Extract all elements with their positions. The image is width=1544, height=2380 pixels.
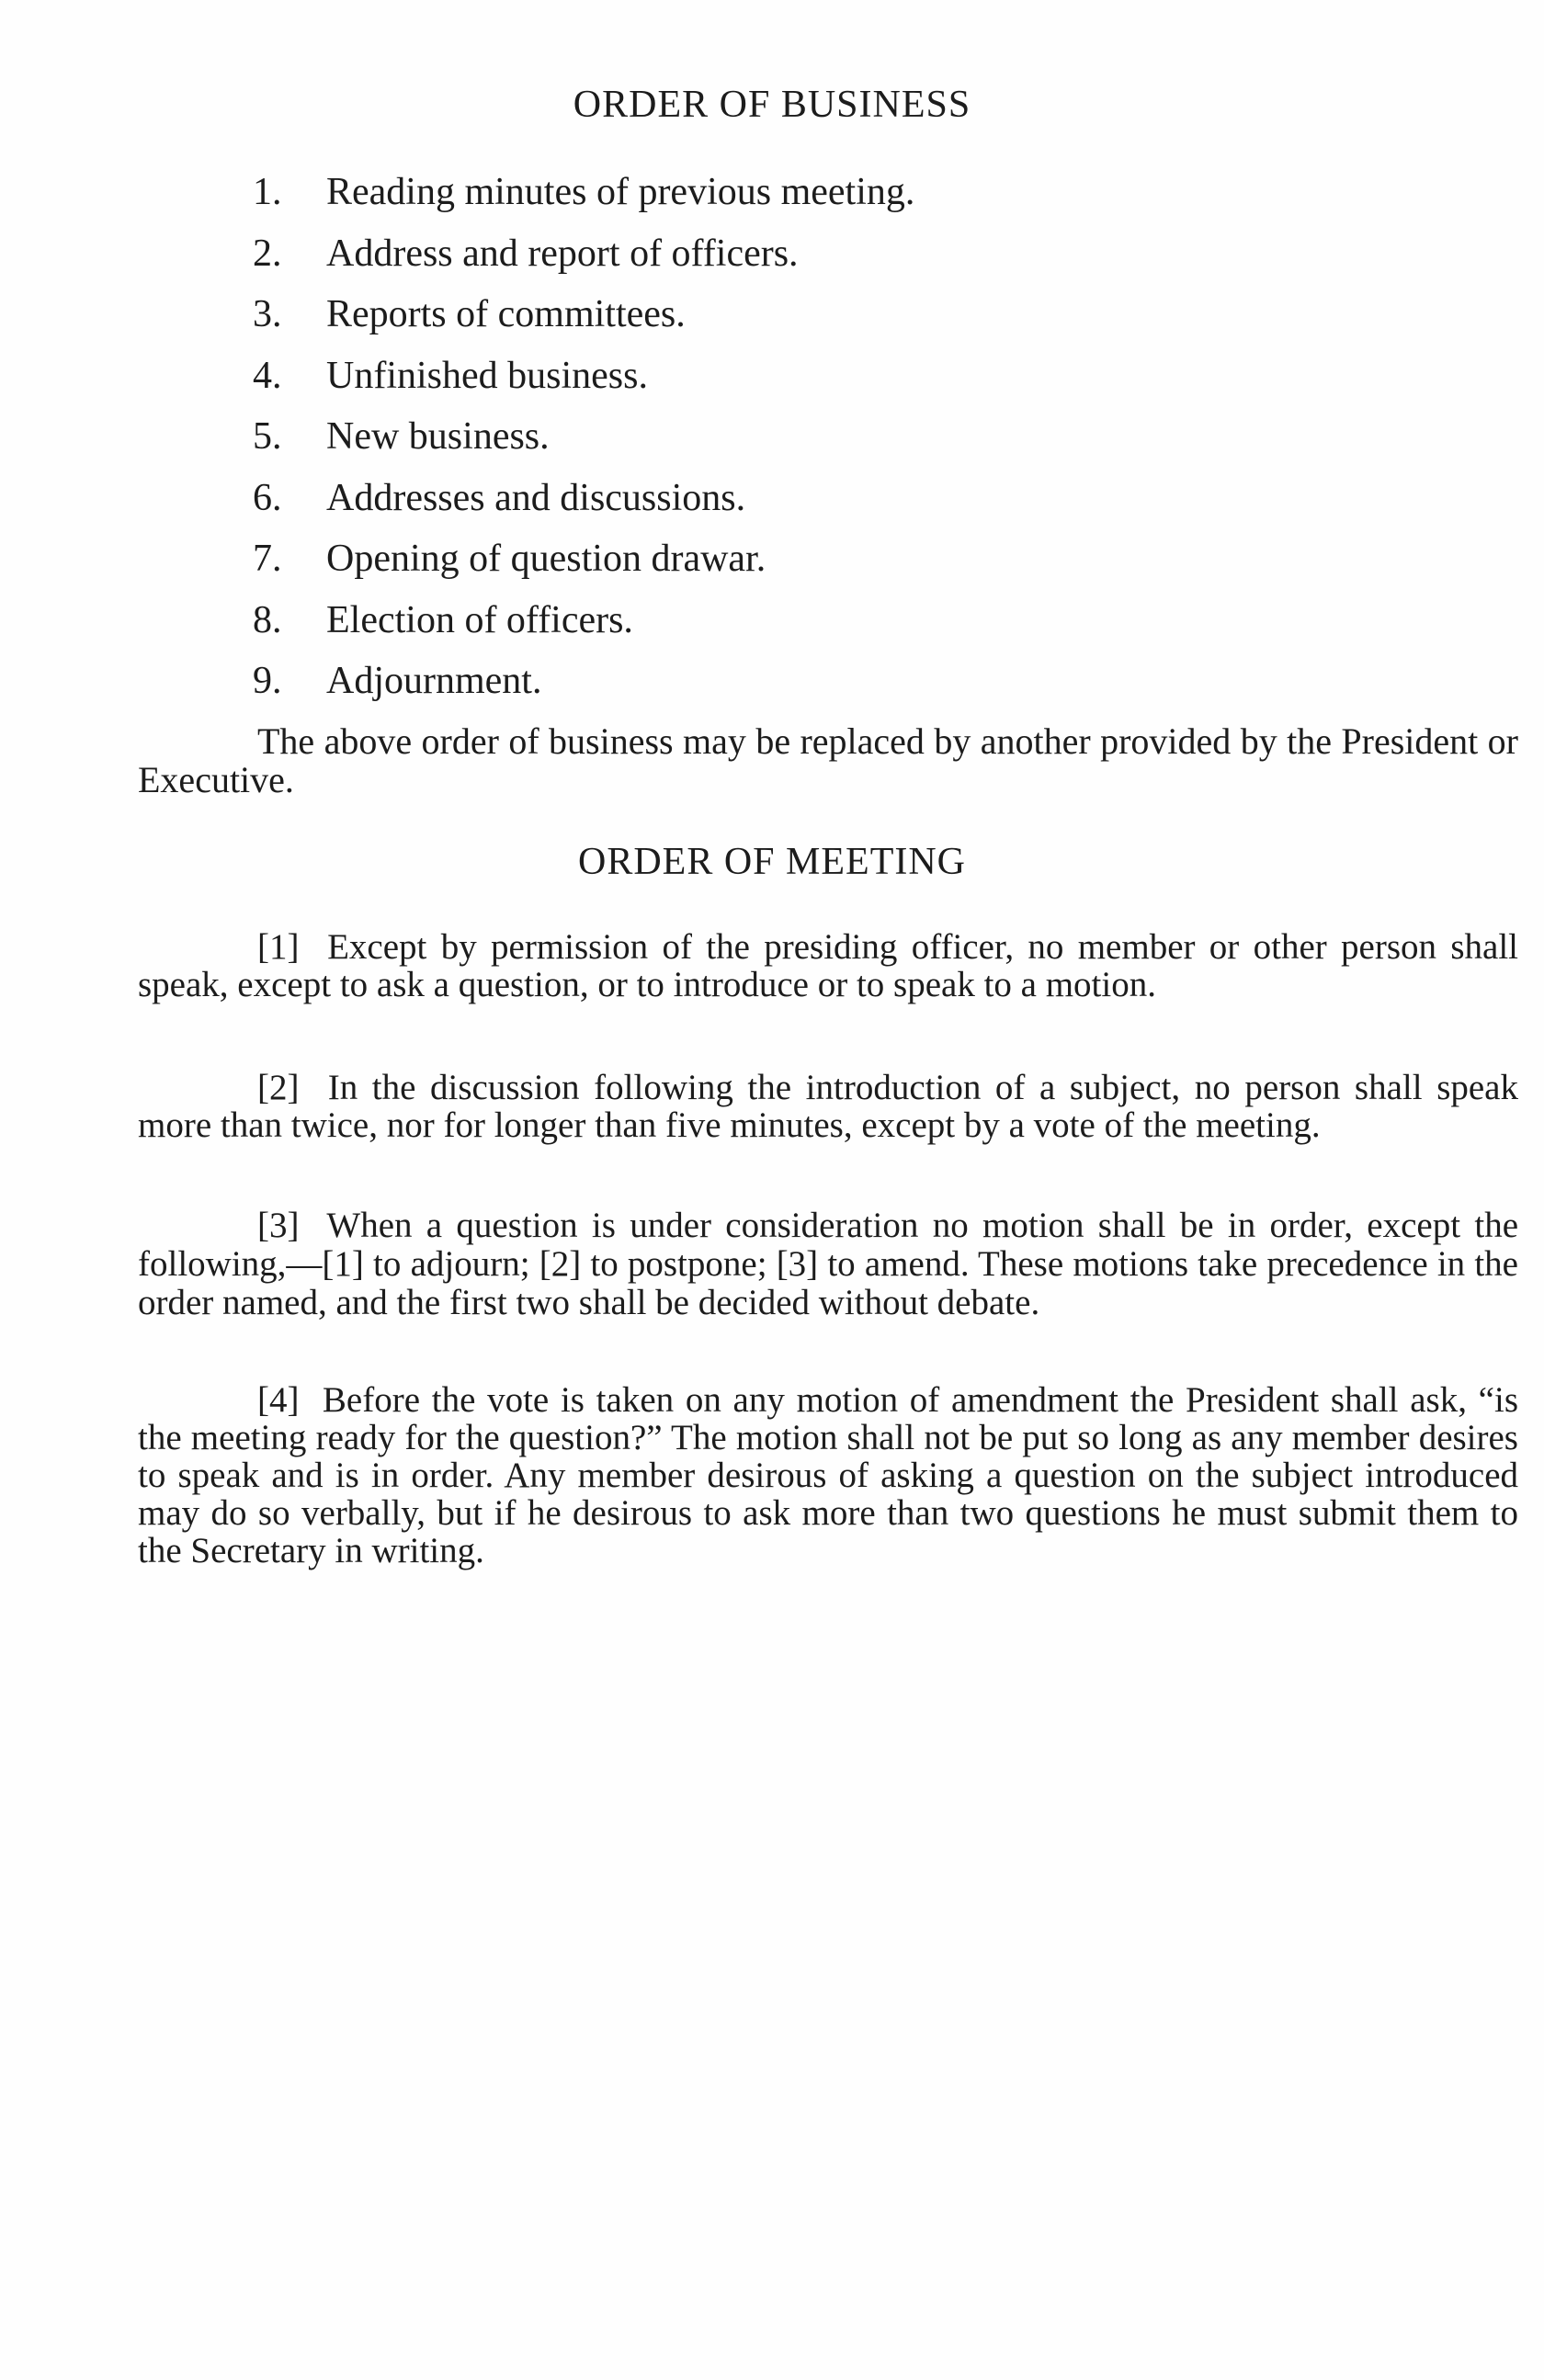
item-number: 6. bbox=[253, 476, 282, 519]
item-text: Election of officers. bbox=[326, 598, 633, 641]
order-of-business-note: The above order of business may be replaced by another provided by the President or Executive. bbox=[138, 720, 1518, 800]
item-number: 4. bbox=[253, 354, 282, 397]
item-number: 3. bbox=[253, 293, 282, 335]
rule-text: Before the vote is taken on any motion of amendment the President shall ask, “is the meeting ready for the question?” The motion shall not be put so long as any member desires to speak and is in order. Any member desirous of asking a question on the subject introduced may do so verbally, but if he desirous to ask more than two questions he must submit them to the Secretary in writing. bbox=[138, 1380, 1519, 1570]
list-item bbox=[253, 414, 914, 476]
item-number: 8. bbox=[253, 598, 282, 641]
list-item bbox=[253, 354, 914, 415]
item-number: 9. bbox=[253, 660, 282, 702]
item-number: 1. bbox=[253, 171, 282, 213]
rule-text: In the discussion following the introduction of a subject, no person shall speak more than twice, nor for longer than five minutes, except by a vote of the meeting. bbox=[138, 1068, 1518, 1145]
item-text: Address and report of officers. bbox=[326, 232, 799, 275]
meeting-rule bbox=[138, 1381, 1518, 1570]
rule-marker: [1] bbox=[257, 927, 300, 967]
order-of-business-heading: ORDER OF BUSINESS bbox=[573, 84, 971, 126]
list-item bbox=[253, 292, 914, 354]
item-text: Adjournment. bbox=[326, 660, 542, 702]
item-number: 5. bbox=[253, 415, 282, 458]
list-item bbox=[253, 598, 914, 660]
rule-marker: [2] bbox=[257, 1068, 300, 1107]
rule-text: Except by permission of the presiding officer, no member or other person shall speak, except to ask a question, or to introduce or to speak to a motion. bbox=[138, 927, 1518, 1004]
list-item bbox=[253, 232, 914, 293]
rule-marker: [4] bbox=[257, 1380, 300, 1420]
meeting-rule bbox=[138, 1207, 1518, 1322]
list-item bbox=[253, 476, 914, 538]
list-item bbox=[253, 537, 914, 598]
rule-marker: [3] bbox=[257, 1206, 300, 1245]
item-text: Reports of committees. bbox=[326, 293, 686, 335]
item-text: Unfinished business. bbox=[326, 354, 648, 397]
item-text: Reading minutes of previous meeting. bbox=[326, 171, 915, 213]
item-number: 2. bbox=[253, 232, 282, 275]
list-item bbox=[253, 170, 914, 232]
item-text: Addresses and discussions. bbox=[326, 476, 746, 519]
order-of-meeting-heading: ORDER OF MEETING bbox=[578, 841, 966, 883]
meeting-rule bbox=[138, 1069, 1518, 1144]
item-text: New business. bbox=[326, 415, 550, 458]
order-of-business-list bbox=[253, 170, 914, 720]
meeting-rule bbox=[138, 928, 1518, 1003]
list-item bbox=[253, 659, 914, 720]
rule-text: When a question is under consideration no motion shall be in order, except the following,—[1] to adjourn; [2] to postpone; [3] to amend. These motions take precedence in the order named, and the first two shall be decided without debate. bbox=[138, 1206, 1518, 1322]
item-number: 7. bbox=[253, 538, 282, 580]
item-text: Opening of question drawar. bbox=[326, 538, 766, 580]
